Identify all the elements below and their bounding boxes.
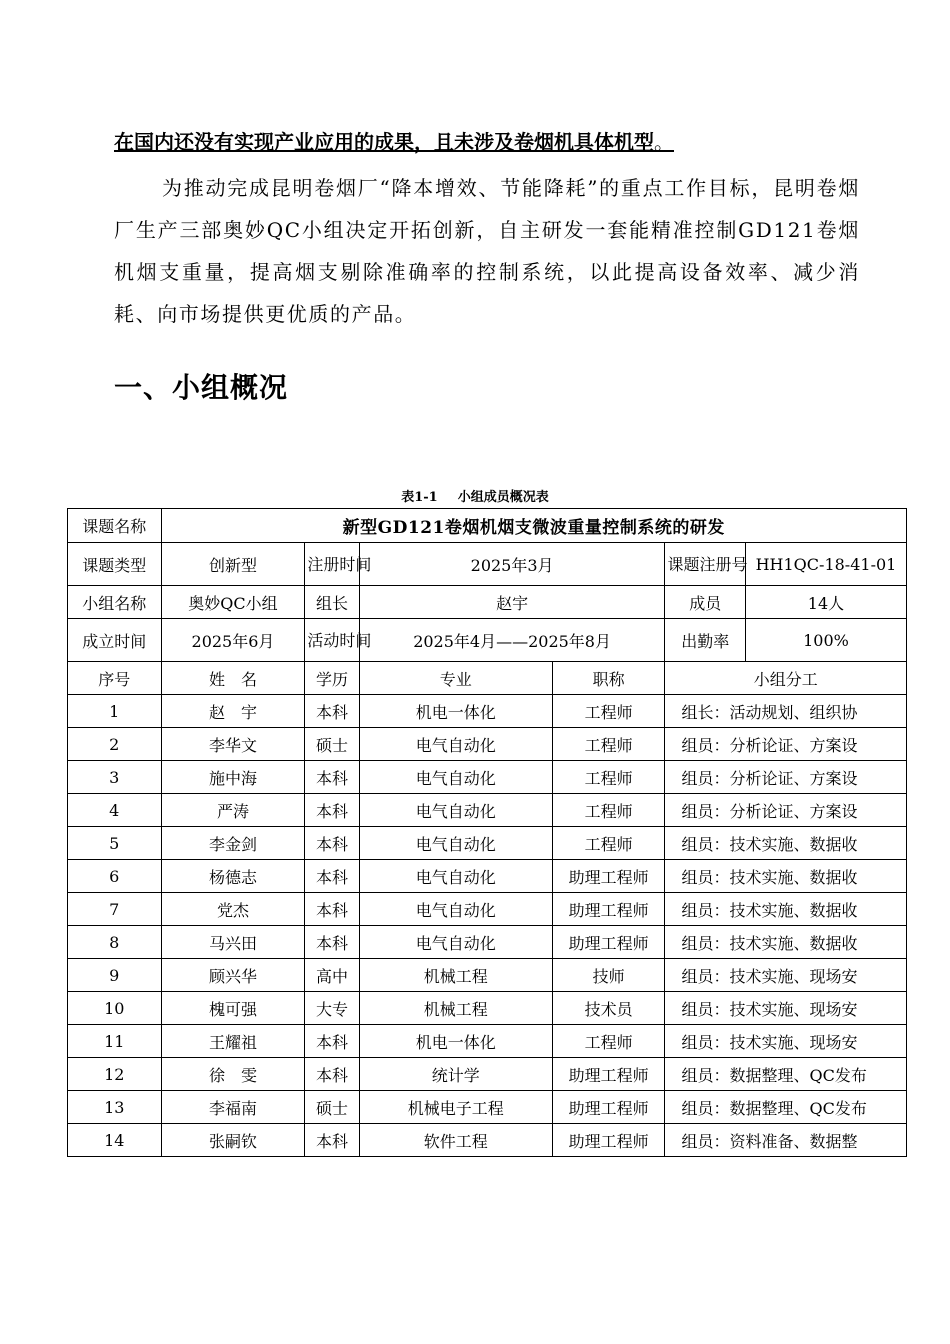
- member-no: 11: [68, 1025, 162, 1058]
- reg-time-label: 注册时间: [305, 543, 359, 586]
- member-name: 施中海: [161, 761, 305, 794]
- reg-no-value: HH1QC-18-41-01: [745, 543, 906, 586]
- member-name: 张嗣钦: [161, 1124, 305, 1157]
- member-role: 组员：资料准备、数据整: [665, 1124, 907, 1157]
- activity-value: 2025年4月——2025年8月: [359, 619, 665, 662]
- member-overview-table: [67, 508, 907, 1157]
- member-role: 组员：技术实施、现场安: [665, 959, 907, 992]
- member-title: 技术员: [552, 992, 665, 1025]
- member-edu: 本科: [305, 926, 359, 959]
- members-label: 成员: [665, 586, 745, 619]
- member-no: 4: [68, 794, 162, 827]
- intro-first-line-tail: 。: [654, 130, 674, 154]
- member-role: 组员：分析论证、方案设: [665, 794, 907, 827]
- member-name: 赵 宇: [161, 695, 305, 728]
- member-edu: 本科: [305, 860, 359, 893]
- member-title: 助理工程师: [552, 1124, 665, 1157]
- table-header-row: [68, 662, 907, 695]
- founded-label: 成立时间: [68, 619, 162, 662]
- member-major: 电气自动化: [359, 893, 552, 926]
- intro-first-line: [114, 128, 674, 156]
- table-row: [68, 860, 907, 893]
- table-caption: [0, 486, 950, 505]
- member-name: 严涛: [161, 794, 305, 827]
- member-title: 工程师: [552, 728, 665, 761]
- member-name: 王耀祖: [161, 1025, 305, 1058]
- member-name: 李金剑: [161, 827, 305, 860]
- member-no: 14: [68, 1124, 162, 1157]
- member-major: 电气自动化: [359, 926, 552, 959]
- table-row: [68, 893, 907, 926]
- section-heading: 一、小组概况: [114, 371, 289, 404]
- member-no: 10: [68, 992, 162, 1025]
- group-value: 奥妙QC小组: [161, 586, 305, 619]
- member-major: 电气自动化: [359, 728, 552, 761]
- member-title: 工程师: [552, 695, 665, 728]
- member-edu: 本科: [305, 761, 359, 794]
- member-edu: 本科: [305, 1124, 359, 1157]
- member-title: 助理工程师: [552, 1058, 665, 1091]
- member-role: 组员：数据整理、QC发布: [665, 1091, 907, 1124]
- table-row: [68, 761, 907, 794]
- table-row-topic: [68, 509, 907, 543]
- header-edu: 学历: [305, 662, 359, 695]
- member-no: 9: [68, 959, 162, 992]
- member-role: 组长：活动规划、组织协: [665, 695, 907, 728]
- table-row: [68, 1025, 907, 1058]
- activity-label: 活动时间: [305, 619, 359, 662]
- member-edu: 本科: [305, 1025, 359, 1058]
- header-major: 专业: [359, 662, 552, 695]
- member-title: 助理工程师: [552, 926, 665, 959]
- topic-value: 新型GD121卷烟机烟支微波重量控制系统的研发: [161, 509, 906, 543]
- member-role: 组员：技术实施、数据收: [665, 926, 907, 959]
- table-row: [68, 794, 907, 827]
- member-title: 工程师: [552, 761, 665, 794]
- member-edu: 本科: [305, 695, 359, 728]
- table-row: [68, 959, 907, 992]
- member-major: 机电一体化: [359, 695, 552, 728]
- member-major: 电气自动化: [359, 761, 552, 794]
- member-role: 组员：分析论证、方案设: [665, 728, 907, 761]
- table-row: [68, 728, 907, 761]
- member-major: 电气自动化: [359, 794, 552, 827]
- reg-time-value: 2025年3月: [359, 543, 665, 586]
- table-row: [68, 1091, 907, 1124]
- table-row: [68, 926, 907, 959]
- member-major: 机械工程: [359, 959, 552, 992]
- member-title: 助理工程师: [552, 860, 665, 893]
- reg-no-label: 课题注册号: [665, 543, 745, 586]
- member-title: 工程师: [552, 827, 665, 860]
- member-no: 1: [68, 695, 162, 728]
- member-edu: 本科: [305, 893, 359, 926]
- member-edu: 本科: [305, 827, 359, 860]
- header-title: 职称: [552, 662, 665, 695]
- member-name: 党杰: [161, 893, 305, 926]
- member-name: 李福南: [161, 1091, 305, 1124]
- member-edu: 大专: [305, 992, 359, 1025]
- intro-paragraph: 为推动完成昆明卷烟厂“降本增效、节能降耗”的重点工作目标，昆明卷烟厂生产三部奥妙QC小组决定开拓创新，自主研发一套能精准控制GD121卷烟机烟支重量，提高烟支剔除准确率的控制系统，以此提高设备效率、减少消耗、向市场提供更优质的产品。: [114, 176, 860, 326]
- member-no: 2: [68, 728, 162, 761]
- member-no: 6: [68, 860, 162, 893]
- member-name: 徐 雯: [161, 1058, 305, 1091]
- member-major: 机械电子工程: [359, 1091, 552, 1124]
- member-role: 组员：技术实施、数据收: [665, 860, 907, 893]
- header-role: 小组分工: [665, 662, 907, 695]
- member-no: 8: [68, 926, 162, 959]
- table-row: [68, 1058, 907, 1091]
- member-title: 技师: [552, 959, 665, 992]
- leader-value: 赵宇: [359, 586, 665, 619]
- member-edu: 高中: [305, 959, 359, 992]
- attendance-label: 出勤率: [665, 619, 745, 662]
- member-title: 助理工程师: [552, 1091, 665, 1124]
- leader-label: 组长: [305, 586, 359, 619]
- member-role: 组员：分析论证、方案设: [665, 761, 907, 794]
- member-role: 组员：技术实施、数据收: [665, 827, 907, 860]
- member-major: 软件工程: [359, 1124, 552, 1157]
- table-row: [68, 1124, 907, 1157]
- member-edu: 本科: [305, 794, 359, 827]
- member-no: 12: [68, 1058, 162, 1091]
- member-major: 统计学: [359, 1058, 552, 1091]
- table-row-founded: [68, 619, 907, 662]
- table-row: [68, 992, 907, 1025]
- member-title: 工程师: [552, 1025, 665, 1058]
- table-row: [68, 695, 907, 728]
- member-edu: 硕士: [305, 1091, 359, 1124]
- member-name: 槐可强: [161, 992, 305, 1025]
- member-edu: 硕士: [305, 728, 359, 761]
- group-label: 小组名称: [68, 586, 162, 619]
- table-row: [68, 827, 907, 860]
- attendance-value: 100%: [745, 619, 906, 662]
- member-no: 13: [68, 1091, 162, 1124]
- table-caption-number: 表1-1: [401, 490, 438, 505]
- member-major: 机电一体化: [359, 1025, 552, 1058]
- type-value: 创新型: [161, 543, 305, 586]
- member-no: 3: [68, 761, 162, 794]
- member-no: 5: [68, 827, 162, 860]
- type-label: 课题类型: [68, 543, 162, 586]
- member-name: 杨德志: [161, 860, 305, 893]
- member-edu: 本科: [305, 1058, 359, 1091]
- member-role: 组员：技术实施、现场安: [665, 992, 907, 1025]
- member-major: 电气自动化: [359, 860, 552, 893]
- member-title: 工程师: [552, 794, 665, 827]
- member-name: 顾兴华: [161, 959, 305, 992]
- founded-value: 2025年6月: [161, 619, 305, 662]
- member-name: 马兴田: [161, 926, 305, 959]
- member-role: 组员：技术实施、现场安: [665, 1025, 907, 1058]
- header-name: 姓 名: [161, 662, 305, 695]
- member-rows: [68, 695, 907, 1157]
- member-role: 组员：技术实施、数据收: [665, 893, 907, 926]
- table-row-type: [68, 543, 907, 586]
- member-role: 组员：数据整理、QC发布: [665, 1058, 907, 1091]
- topic-label: 课题名称: [68, 509, 162, 543]
- intro-first-line-bold: 在国内还没有实现产业应用的成果，且未涉及卷烟机具体机型: [114, 130, 654, 154]
- header-no: 序号: [68, 662, 162, 695]
- member-title: 助理工程师: [552, 893, 665, 926]
- table-row-group: [68, 586, 907, 619]
- member-major: 机械工程: [359, 992, 552, 1025]
- members-value: 14人: [745, 586, 906, 619]
- member-no: 7: [68, 893, 162, 926]
- member-major: 电气自动化: [359, 827, 552, 860]
- table-caption-title: 小组成员概况表: [457, 490, 549, 505]
- member-name: 李华文: [161, 728, 305, 761]
